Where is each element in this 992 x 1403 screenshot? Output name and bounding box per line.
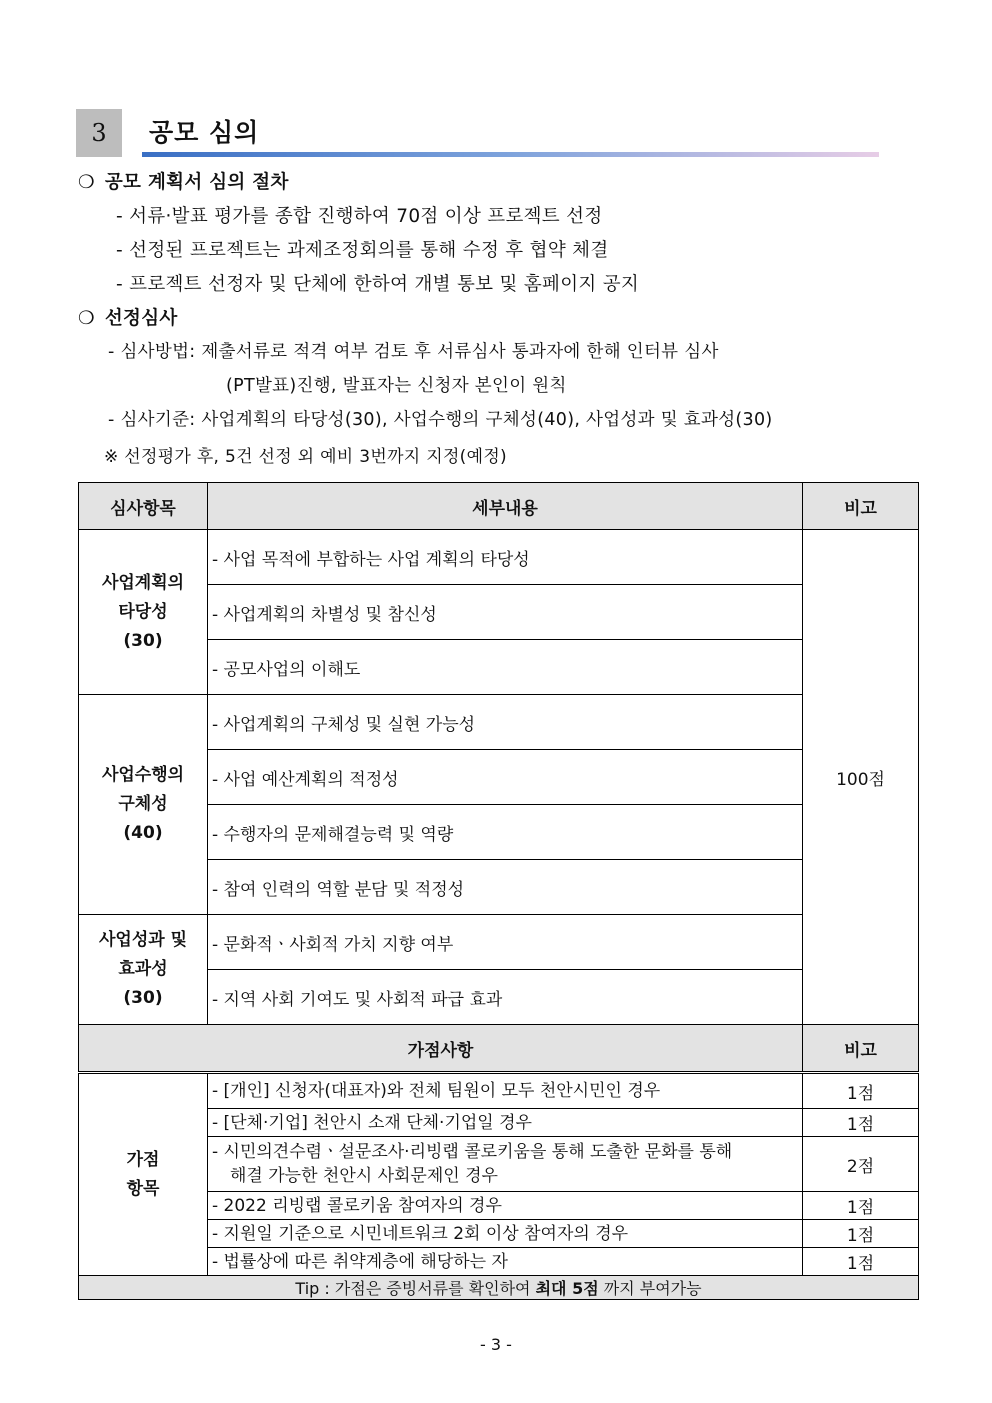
bonus-item [208, 1137, 803, 1192]
bonus-table [78, 1073, 919, 1300]
category-label: 사업수행의 [101, 765, 185, 785]
bonus-item: - 법률상에 따른 취약계층에 해당하는 자 [208, 1248, 803, 1276]
table-row: - 참여 인력의 역할 분담 및 적정성 [208, 860, 803, 915]
review-procedure-item: - 프로젝트 선정자 및 단체에 한하여 개별 통보 및 홈페이지 공지 [116, 274, 640, 295]
bonus-category [79, 1074, 208, 1276]
review-procedure-heading-text: 공모 계획서 심의 절차 [104, 172, 289, 193]
table-row: - 사업계획의 구체성 및 실현 가능성 [208, 695, 803, 750]
bonus-score: 1점 [803, 1248, 919, 1276]
table-row: - 사업 예산계획의 적정성 [208, 750, 803, 805]
section-title: 공모 심의 [149, 118, 260, 147]
table-row: - 공모사업의 이해도 [208, 640, 803, 695]
bonus-header: 가점사항 [79, 1025, 803, 1072]
bonus-score: 2점 [803, 1137, 919, 1192]
bonus-item: - [개인] 신청자(대표자)와 전체 팀원이 모두 천안시민인 경우 [208, 1074, 803, 1109]
bonus-score: 1점 [803, 1220, 919, 1248]
table-row: - 지역 사회 기여도 및 사회적 파급 효과 [208, 970, 803, 1025]
circle-bullet-icon: ❍ [78, 172, 95, 193]
page-number: - 3 - [480, 1335, 512, 1354]
bonus-score: 1점 [803, 1192, 919, 1220]
review-note: ※ 선정평가 후, 5건 선정 외 예비 3번까지 지정(예정) [104, 447, 507, 467]
table-row: - 사업계획의 차별성 및 참신성 [208, 585, 803, 640]
bonus-score: 1점 [803, 1074, 919, 1109]
review-procedure-heading [78, 168, 289, 194]
review-method-line2: (PT발표)진행, 발표자는 신청자 본인이 원칙 [226, 376, 567, 396]
section-underline [142, 152, 879, 157]
category-label: 타당성 [118, 601, 168, 622]
evaluation-table [78, 482, 919, 1072]
review-procedure-item: - 서류·발표 평가를 종합 진행하여 70점 이상 프로젝트 선정 [116, 206, 603, 227]
table-row: - 문화적ㆍ사회적 가치 지향 여부 [208, 915, 803, 970]
category-label: 항목 [126, 1178, 160, 1199]
bonus-item: - [단체·기업] 천안시 소재 단체·기업일 경우 [208, 1109, 803, 1137]
selection-review-heading [78, 304, 178, 330]
category-label: 사업계획의 [101, 572, 185, 593]
bonus-item: - 지원일 기준으로 시민네트워크 2회 이상 참여자의 경우 [208, 1220, 803, 1248]
bonus-note-header: 비고 [803, 1025, 919, 1072]
category-score: (40) [123, 823, 163, 843]
table-row: - 사업 목적에 부합하는 사업 계획의 타당성 [208, 530, 803, 585]
category-score: (30) [123, 630, 163, 651]
category-score: (30) [123, 988, 163, 1008]
bonus-tip [79, 1276, 919, 1300]
category-label: 사업성과 및 [98, 930, 188, 950]
tip-text: Tip : 가점은 증빙서류를 확인하여 [295, 1279, 536, 1298]
bonus-item-line: 해결 가능한 천안시 사회문제인 경우 [230, 1166, 498, 1186]
category-label: 가점 [126, 1149, 160, 1170]
tip-text: 까지 부여가능 [598, 1279, 702, 1298]
category-feasibility [79, 530, 208, 695]
bonus-score: 1점 [803, 1109, 919, 1137]
review-method-line1: - 심사방법: 제출서류로 적격 여부 검토 후 서류심사 통과자에 한해 인터뷰 심사 [108, 342, 719, 362]
header-category: 심사항목 [79, 483, 208, 530]
review-procedure-item: - 선정된 프로젝트는 과제조정회의를 통해 수정 후 협약 체결 [116, 240, 609, 261]
category-specificity [79, 695, 208, 915]
table-row: - 수행자의 문제해결능력 및 역량 [208, 805, 803, 860]
section-header [76, 109, 880, 159]
header-details: 세부내용 [208, 483, 803, 530]
category-effectiveness [79, 915, 208, 1025]
total-score: 100점 [803, 530, 919, 1025]
bonus-item-line: - 시민의견수렴ㆍ설문조사·리빙랩 콜로키움을 통해 도출한 문화를 통해 [212, 1142, 733, 1162]
review-criteria: - 심사기준: 사업계획의 타당성(30), 사업수행의 구체성(40), 사업성과 및 효과성(30) [108, 410, 773, 430]
circle-bullet-icon: ❍ [78, 308, 95, 329]
section-number: 3 [76, 109, 122, 157]
header-note: 비고 [803, 483, 919, 530]
category-label: 구체성 [118, 794, 168, 814]
tip-bold-text: 최대 5점 [535, 1279, 599, 1298]
category-label: 효과성 [118, 959, 168, 979]
bonus-item: - 2022 리빙랩 콜로키움 참여자의 경우 [208, 1192, 803, 1220]
selection-review-heading-text: 선정심사 [104, 308, 178, 329]
